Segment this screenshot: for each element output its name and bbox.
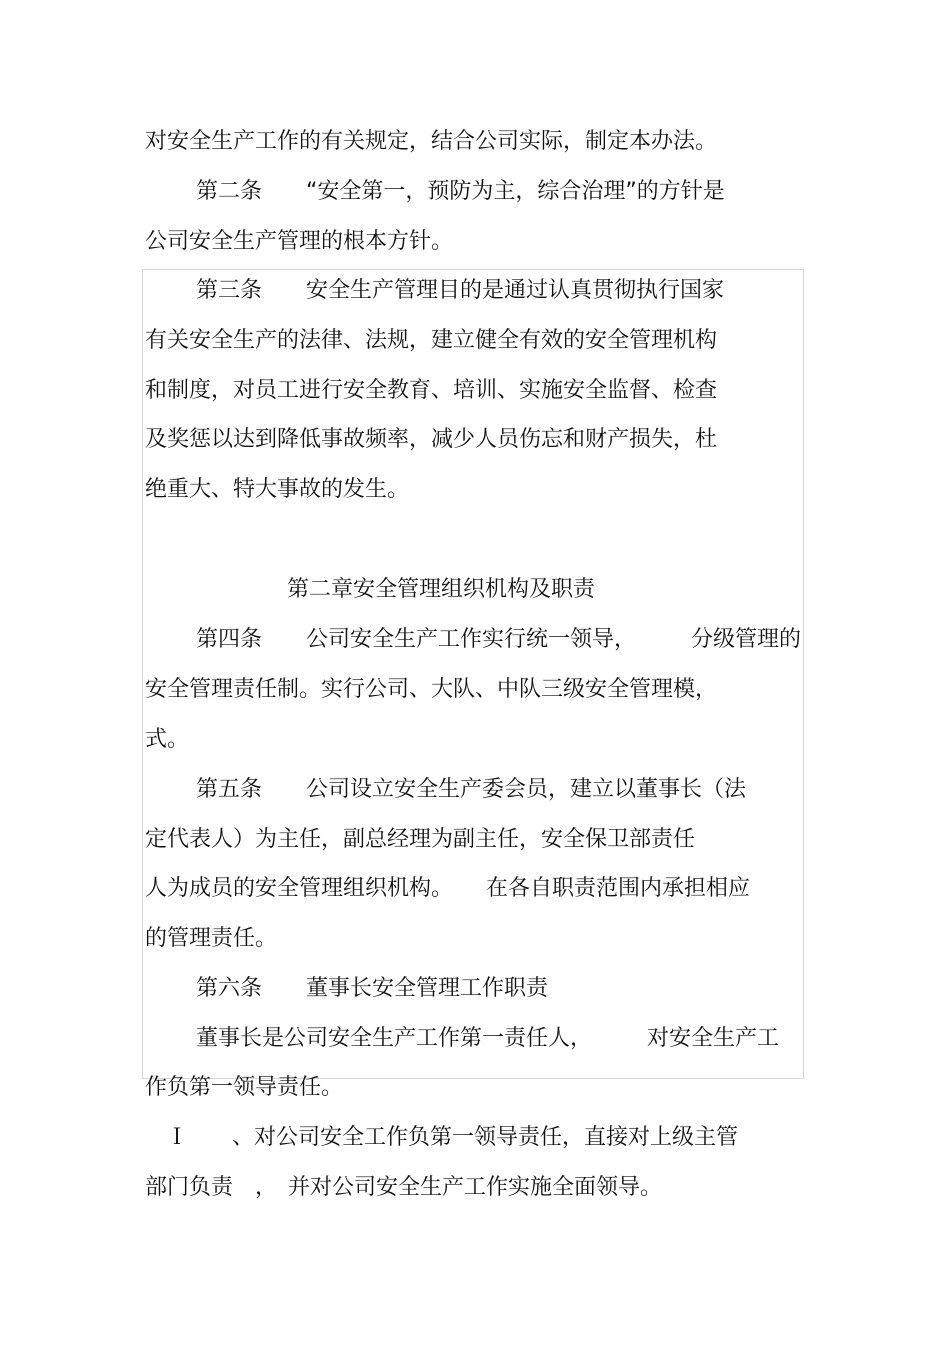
text-line: 部门负责 ， 并对公司安全生产工作实施全面领导。 [145,1175,663,1200]
text-line: 的管理责任。 [145,926,278,951]
text-line: 董事长是公司安全生产工作第一责任人， 对安全生产工 [196,1026,780,1051]
list-item-1: Ｉ 、对公司安全工作负第一领导责任，直接对上级主管 [166,1125,739,1150]
text-line: 和制度，对员工进行安全教育、培训、实施安全监督、检查 [145,378,718,403]
text-line: 式。 [145,727,190,752]
text-line: 作负第一领导责任。 [145,1075,344,1100]
text-line: 安全管理责任制。实行公司、大队、中队三级安全管理模， [145,677,718,702]
article-6-heading: 第六条 董事长安全管理工作职责 [196,976,549,1001]
text-line: 有关安全生产的法律、法规，建立健全有效的安全管理机构 [145,328,718,353]
text-line: 对安全生产工作的有关规定，结合公司实际，制定本办法。 [145,129,718,154]
text-line: 公司安全生产管理的根本方针。 [145,229,454,254]
text-line: 定代表人）为主任，副总经理为副主任，安全保卫部责任 [145,827,696,852]
text-line: 人为成员的安全管理组织机构。 在各自职责范围内承担相应 [145,876,751,901]
article-2-heading: 第二条 “安全第一，预防为主，综合治理”的方针是 [196,179,725,204]
article-3-heading: 第三条 安全生产管理目的是通过认真贯彻执行国家 [196,278,725,303]
text-line: 及奖惩以达到降低事故频率，减少人员伤忘和财产损失，杜 [145,427,718,452]
chapter-2-title: 第二章安全管理组织机构及职责 [287,577,596,602]
text-line: 绝重大、特大事故的发生。 [145,477,410,502]
article-4-heading: 第四条 公司安全生产工作实行统一领导， 分级管理的 [196,627,802,652]
article-5-heading: 第五条 公司设立安全生产委会员，建立以董事长（法 [196,777,747,802]
